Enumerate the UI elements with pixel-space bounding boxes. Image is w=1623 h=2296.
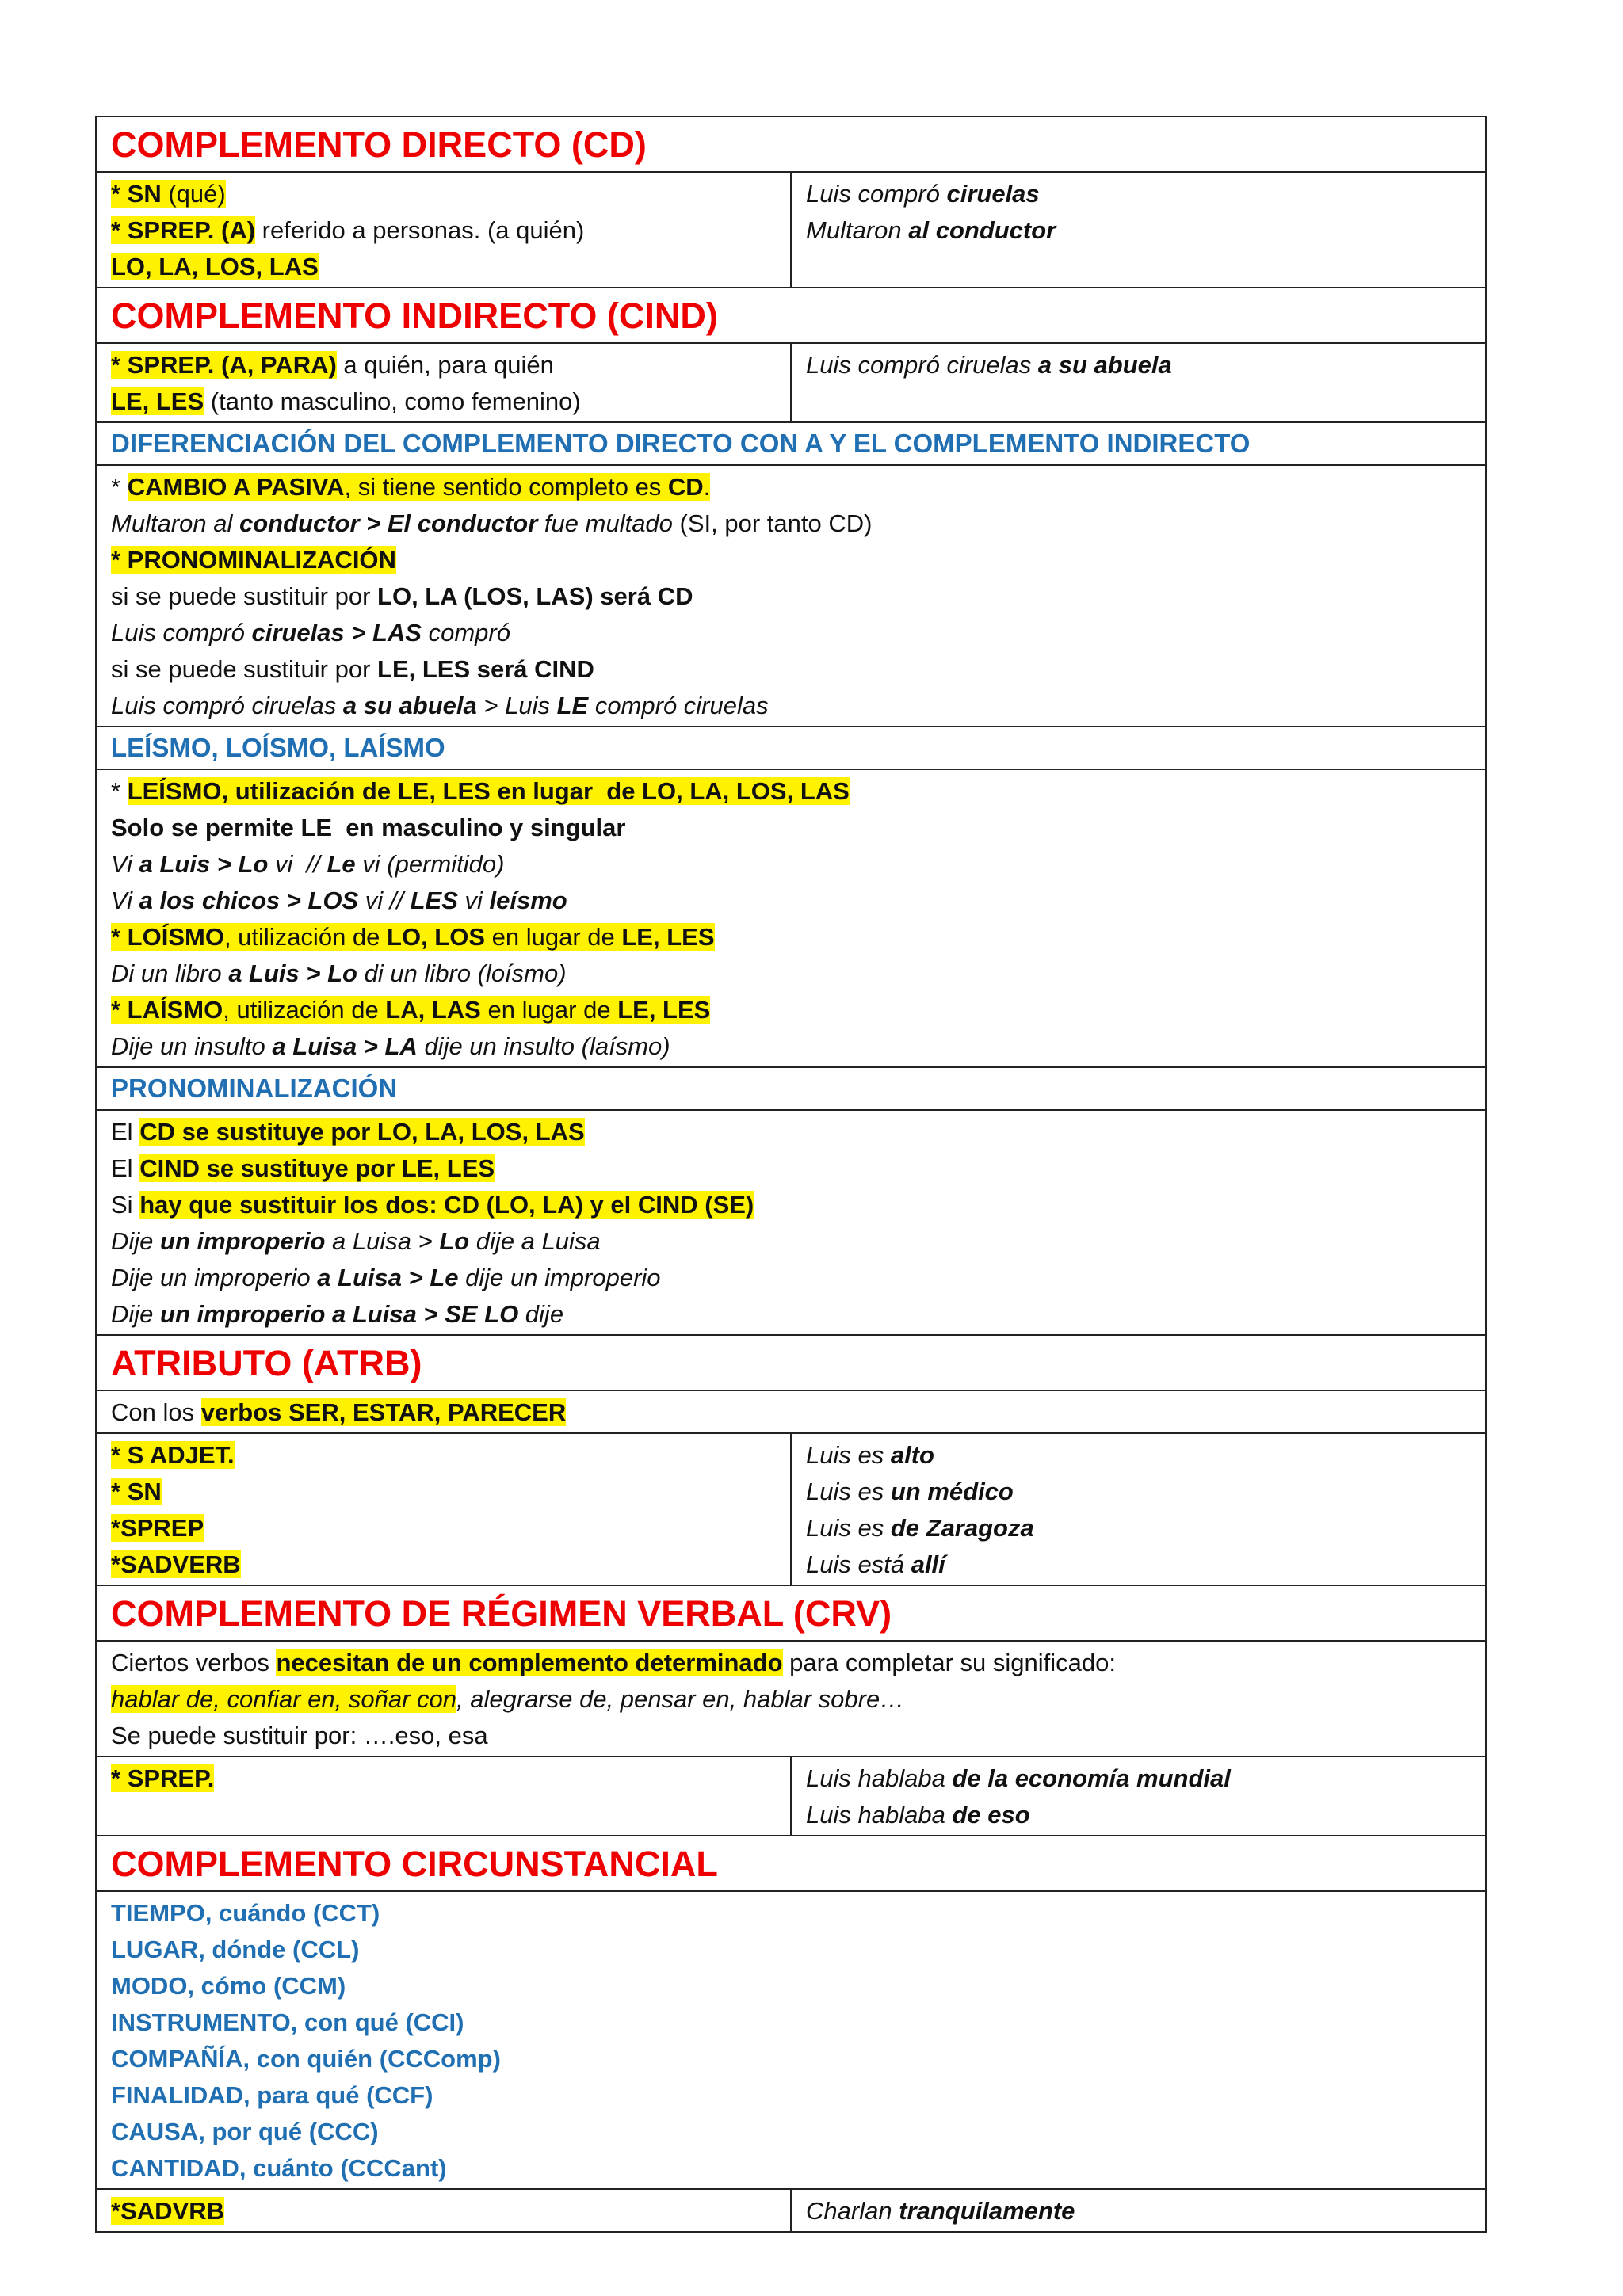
text-line xyxy=(111,505,1471,542)
text-segment: * SPREP. xyxy=(111,1764,215,1792)
text-segment: Si xyxy=(111,1191,140,1219)
text-line xyxy=(111,651,1471,688)
text-segment: Luis compró ciruelas xyxy=(111,692,343,719)
text-line xyxy=(111,992,1471,1028)
cc-type-item: LUGAR, dónde (CCL) xyxy=(111,1936,360,1963)
text-line xyxy=(111,1760,776,1797)
text-segment: LEÍSMO, utilización de LE, LES en lugar de LO, LA, LOS, LAS xyxy=(127,777,850,805)
text-segment: Dije xyxy=(111,1300,161,1328)
text-segment: CAMBIO A PASIVA xyxy=(127,473,345,501)
text-segment: Ciertos verbos xyxy=(111,1649,277,1676)
text-segment: *SPREP xyxy=(111,1514,204,1542)
cc-section-title: COMPLEMENTO CIRCUNSTANCIAL xyxy=(96,1836,1486,1891)
text-segment: dije a Luisa xyxy=(469,1227,601,1255)
cc-type-item: TIEMPO, cuándo (CCT) xyxy=(111,1899,380,1927)
text-segment: hablar de, confiar en, soñar con xyxy=(111,1685,456,1713)
text-line xyxy=(806,1510,1471,1547)
cd-examples-cell xyxy=(791,172,1486,288)
text-segment: > Luis xyxy=(476,692,557,719)
text-segment: * LOÍSMO xyxy=(111,923,224,951)
leismo-content-cell xyxy=(96,769,1486,1067)
text-segment: * SPREP. (A, PARA) xyxy=(111,351,337,379)
text-segment: El xyxy=(111,1154,140,1182)
text-line xyxy=(111,1114,1471,1150)
text-segment: Luis compró ciruelas xyxy=(806,351,1038,379)
text-segment: LES xyxy=(410,887,458,914)
text-line xyxy=(111,810,1471,846)
text-line xyxy=(111,1150,1471,1187)
text-segment: Vi xyxy=(111,850,139,878)
text-line xyxy=(111,1260,1471,1296)
text-line xyxy=(111,919,1471,955)
cd-forms-cell xyxy=(96,172,791,288)
text-line xyxy=(111,1187,1471,1223)
text-segment: a Luisa > Le xyxy=(317,1264,459,1291)
cc-type-item: CAUSA, por qué (CCC) xyxy=(111,2118,379,2145)
atrb-examples-cell xyxy=(791,1433,1486,1585)
crv-examples-cell xyxy=(791,1756,1486,1836)
text-segment: dije un improperio xyxy=(458,1264,661,1291)
text-line xyxy=(111,615,1471,651)
atrb-intro-cell xyxy=(96,1390,1486,1433)
text-segment: Charlan xyxy=(806,2197,899,2225)
text-segment: Multaron al xyxy=(111,509,239,537)
text-line xyxy=(111,1394,1471,1431)
text-segment: * PRONOMINALIZACIÓN xyxy=(111,546,396,574)
text-line xyxy=(806,1760,1471,1797)
text-segment: a Luisa > LA xyxy=(272,1032,418,1060)
text-segment: LA, LAS xyxy=(385,996,481,1024)
text-line xyxy=(806,2193,1471,2229)
text-line xyxy=(111,1645,1471,1681)
text-line xyxy=(111,249,776,285)
text-segment: LE, LES xyxy=(617,996,711,1024)
text-segment: Multaron xyxy=(806,216,909,244)
text-segment: *SADVRB xyxy=(111,2197,224,2225)
text-segment: en lugar de xyxy=(485,923,622,951)
text-line xyxy=(111,955,1471,992)
text-segment: necesitan de un complemento determinado xyxy=(276,1649,783,1676)
text-line xyxy=(111,1547,776,1583)
text-line xyxy=(111,542,1471,578)
text-segment: dije xyxy=(518,1300,564,1328)
text-segment: Vi xyxy=(111,887,139,914)
text-line xyxy=(111,1718,1471,1754)
text-segment: a su abuela xyxy=(342,692,477,719)
text-segment: (tanto masculino, como femenino) xyxy=(204,387,581,415)
text-segment: CD xyxy=(667,473,704,501)
cc-type-item: COMPAÑÍA, con quién (CCComp) xyxy=(111,2045,501,2073)
text-line xyxy=(111,1474,776,1510)
diff-content-cell xyxy=(96,465,1486,727)
text-segment: compró ciruelas xyxy=(588,692,769,719)
text-segment: . xyxy=(703,473,711,501)
text-segment: dije un insulto (laísmo) xyxy=(417,1032,670,1060)
text-segment: allí xyxy=(911,1550,945,1578)
cc-examples-cell xyxy=(791,2189,1486,2232)
crv-forms-cell xyxy=(96,1756,791,1836)
cc-type-item: INSTRUMENTO, con qué (CCI) xyxy=(111,2008,464,2036)
text-line xyxy=(111,347,776,383)
text-line xyxy=(111,688,1471,724)
text-line xyxy=(806,1474,1471,1510)
text-segment: LE, LES xyxy=(621,923,715,951)
text-segment: conductor > El conductor xyxy=(239,509,538,537)
text-line xyxy=(111,578,1471,615)
pronom-content-cell xyxy=(96,1110,1486,1335)
text-segment: al conductor xyxy=(908,216,1056,244)
text-segment: vi xyxy=(457,887,490,914)
text-segment: ciruelas > LAS xyxy=(251,619,422,646)
text-segment: * S ADJET. xyxy=(111,1441,235,1469)
text-segment: CD se sustituye por LO, LA, LOS, LAS xyxy=(139,1118,585,1146)
cc-type-item: FINALIDAD, para qué (CCF) xyxy=(111,2081,433,2109)
text-segment: vi // xyxy=(268,850,327,878)
text-segment: , alegrarse de, pensar en, hablar sobre… xyxy=(456,1685,905,1713)
text-segment: * SN xyxy=(111,1478,162,1505)
text-line xyxy=(111,383,776,420)
text-segment: en lugar de xyxy=(480,996,618,1024)
text-segment: CIND se sustituye por LE, LES xyxy=(139,1154,495,1182)
text-line xyxy=(111,2193,776,2229)
text-segment: a Luisa > xyxy=(325,1227,440,1255)
text-line xyxy=(111,1437,776,1474)
text-segment: alto xyxy=(890,1441,934,1469)
text-segment: LE, LES será CIND xyxy=(377,655,594,683)
text-segment: Luis está xyxy=(806,1550,911,1578)
diff-section-title: DIFERENCIACIÓN DEL COMPLEMENTO DIRECTO CON A Y EL COMPLEMENTO INDIRECTO xyxy=(96,422,1486,465)
text-line xyxy=(111,846,1471,883)
text-segment: Se puede sustituir por: ….eso, esa xyxy=(111,1722,488,1749)
cc-type-item: MODO, cómo (CCM) xyxy=(111,1972,346,2000)
text-line xyxy=(806,1797,1471,1833)
text-segment: (SI, por tanto CD) xyxy=(672,509,873,537)
text-segment: , utilización de xyxy=(223,923,388,951)
cc-type-item: CANTIDAD, cuánto (CCCant) xyxy=(111,2154,447,2182)
text-line xyxy=(806,347,1471,383)
text-segment: leísmo xyxy=(489,887,567,914)
text-segment: * xyxy=(111,473,128,501)
text-segment: de Zaragoza xyxy=(890,1514,1034,1542)
text-segment: Luis hablaba xyxy=(806,1801,953,1829)
text-segment: a Luis > Lo xyxy=(228,959,357,987)
text-line xyxy=(806,1437,1471,1474)
grammar-table xyxy=(95,116,1487,2233)
text-line xyxy=(111,1028,1471,1065)
crv-section-title: COMPLEMENTO DE RÉGIMEN VERBAL (CRV) xyxy=(96,1585,1486,1641)
text-segment: un improperio a Luisa > SE LO xyxy=(160,1300,519,1328)
text-segment: Solo se permite LE en masculino y singular xyxy=(111,814,626,841)
text-segment: Dije xyxy=(111,1227,161,1255)
text-line xyxy=(111,212,776,249)
text-segment: Luis es xyxy=(806,1514,891,1542)
atrb-section-title: ATRIBUTO (ATRB) xyxy=(96,1335,1486,1390)
text-line xyxy=(806,212,1471,249)
text-segment: , utilización de xyxy=(223,996,386,1024)
text-segment: Luis hablaba xyxy=(806,1764,953,1792)
text-segment: * SN xyxy=(111,180,162,208)
cind-section-title: COMPLEMENTO INDIRECTO (CIND) xyxy=(96,288,1486,343)
text-segment: LE, LES xyxy=(111,387,204,415)
text-line xyxy=(111,1296,1471,1333)
text-segment: de la economía mundial xyxy=(952,1764,1231,1792)
text-segment: Luis es xyxy=(806,1441,891,1469)
text-segment: Luis compró xyxy=(111,619,252,646)
text-segment: , si tiene sentido completo es xyxy=(344,473,668,501)
leismo-section-title: LEÍSMO, LOÍSMO, LAÍSMO xyxy=(96,727,1486,769)
text-segment: a Luis > Lo xyxy=(139,850,269,878)
text-line xyxy=(806,1547,1471,1583)
text-segment: Le xyxy=(327,850,356,878)
text-segment: Di un libro xyxy=(111,959,229,987)
text-segment: LO, LA (LOS, LAS) será CD xyxy=(377,582,693,610)
text-segment: si se puede sustituir por xyxy=(111,655,378,683)
text-segment: * xyxy=(111,777,128,805)
text-segment: de eso xyxy=(952,1801,1030,1829)
crv-intro-cell xyxy=(96,1641,1486,1756)
text-segment: Luis compró xyxy=(806,180,947,208)
text-segment: * LAÍSMO xyxy=(111,996,223,1024)
cind-forms-cell xyxy=(96,343,791,422)
text-segment: a su abuela xyxy=(1037,351,1172,379)
cc-forms-cell xyxy=(96,2189,791,2232)
text-segment: fue multado xyxy=(537,509,673,537)
text-segment: tranquilamente xyxy=(899,2197,1075,2225)
text-segment: Con los xyxy=(111,1398,201,1426)
cd-section-title: COMPLEMENTO DIRECTO (CD) xyxy=(96,116,1486,172)
text-segment: un médico xyxy=(890,1478,1014,1505)
text-segment: LE xyxy=(556,692,589,719)
text-segment: (qué) xyxy=(161,180,226,208)
cc-types-cell xyxy=(96,1891,1486,2189)
text-segment: a quién, para quién xyxy=(336,351,554,379)
text-line xyxy=(111,1223,1471,1260)
atrb-forms-cell xyxy=(96,1433,791,1585)
text-segment: *SADVERB xyxy=(111,1550,241,1578)
text-segment: verbos SER, ESTAR, PARECER xyxy=(200,1398,567,1426)
text-segment: * SPREP. (A) xyxy=(111,216,256,244)
text-segment: Lo xyxy=(439,1227,470,1255)
text-segment: LO, LA, LOS, LAS xyxy=(111,253,319,280)
text-line xyxy=(111,773,1471,810)
text-line xyxy=(111,1681,1471,1718)
text-line xyxy=(111,1510,776,1547)
text-segment: compró xyxy=(422,619,510,646)
text-line xyxy=(806,176,1471,212)
text-segment: Dije un improperio xyxy=(111,1264,318,1291)
text-segment: Luis es xyxy=(806,1478,891,1505)
text-segment: si se puede sustituir por xyxy=(111,582,378,610)
text-segment: un improperio xyxy=(160,1227,326,1255)
text-segment: vi (permitido) xyxy=(355,850,505,878)
pronom-section-title: PRONOMINALIZACIÓN xyxy=(96,1067,1486,1110)
text-segment: El xyxy=(111,1118,140,1146)
text-segment: para completar su significado: xyxy=(782,1649,1116,1676)
text-line xyxy=(111,883,1471,919)
text-segment: LO, LOS xyxy=(387,923,486,951)
text-line xyxy=(111,469,1471,505)
text-segment: referido a personas. (a quién) xyxy=(255,216,585,244)
cind-examples-cell xyxy=(791,343,1486,422)
text-segment: a los chicos > LOS xyxy=(139,887,359,914)
text-segment: ciruelas xyxy=(946,180,1040,208)
text-segment: Dije un insulto xyxy=(111,1032,273,1060)
text-segment: di un libro (loísmo) xyxy=(357,959,567,987)
text-line xyxy=(111,176,776,212)
text-segment: vi // xyxy=(358,887,411,914)
text-segment: hay que sustituir los dos: CD (LO, LA) y el CIND (SE) xyxy=(139,1191,754,1219)
